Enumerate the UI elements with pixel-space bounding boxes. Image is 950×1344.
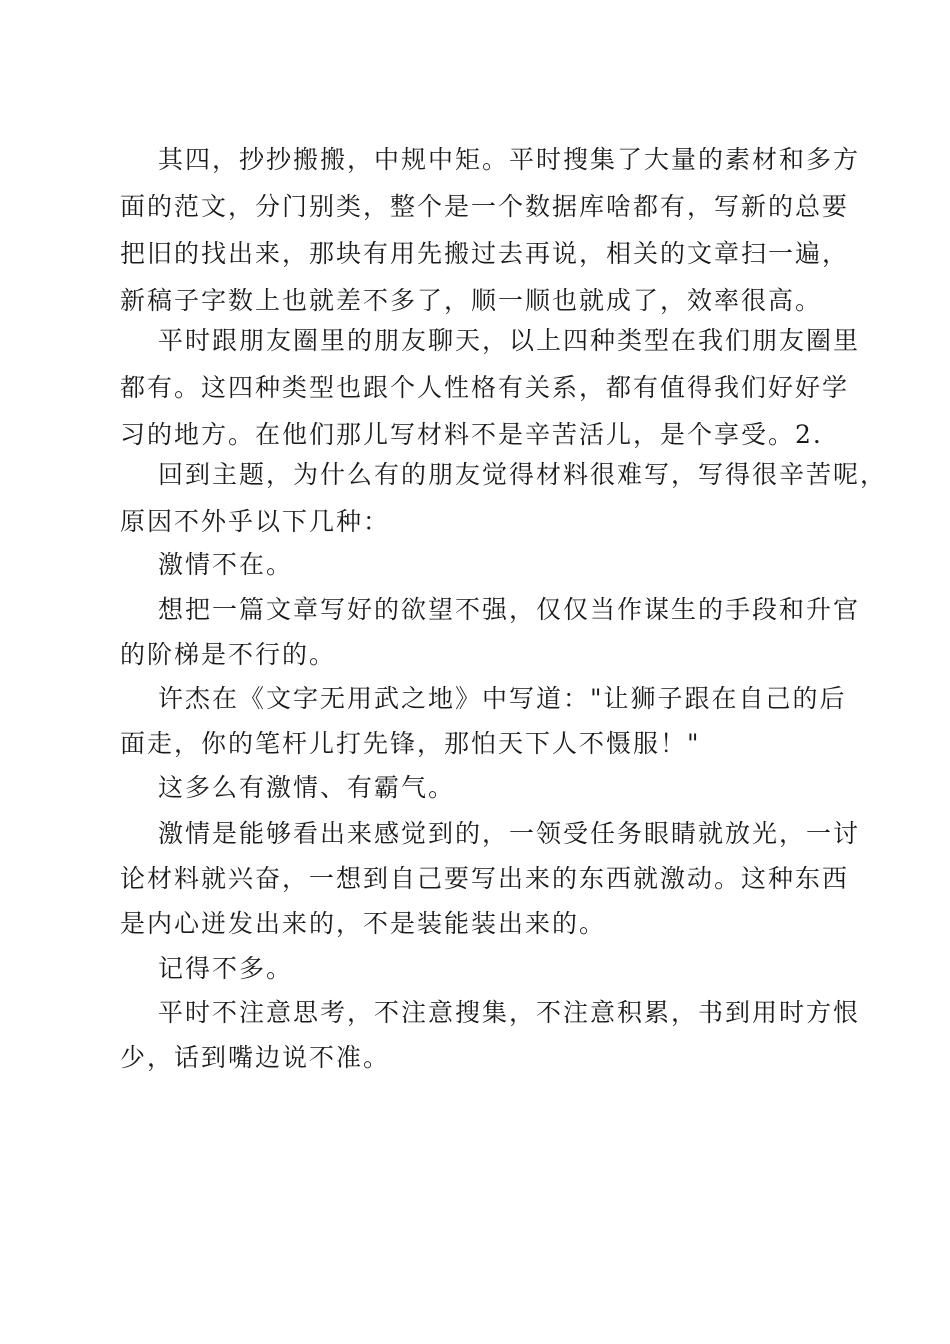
text-line: 面走，你的笔杆儿打先锋，那怕天下人不慑服！" — [120, 729, 701, 758]
text-line: 记得不多。 — [158, 954, 294, 983]
text-line: 许杰在《文字无用武之地》中写道："让狮子跟在自己的后 — [158, 684, 847, 713]
text-line: 想把一篇文章写好的欲望不强，仅仅当作谋生的手段和升官 — [158, 595, 861, 624]
text-line: 其四，抄抄搬搬，中规中矩。平时搜集了大量的素材和多方 — [158, 145, 861, 174]
text-line: 平时跟朋友圈里的朋友聊天，以上四种类型在我们朋友圈里 — [158, 326, 861, 355]
text-line: 激情不在。 — [158, 550, 294, 579]
text-line: 新稿子字数上也就差不多了，顺一顺也就成了，效率很高。 — [120, 286, 823, 315]
text-line: 习的地方。在他们那儿写材料不是辛苦活儿，是个享受。2. — [120, 420, 823, 449]
text-line: 论材料就兴奋，一想到自己要写出来的东西就激动。这种东西 — [120, 864, 850, 893]
text-line: 的阶梯是不行的。 — [120, 640, 337, 669]
text-line: 面的范文，分门别类，整个是一个数据库啥都有，写新的总要 — [120, 192, 850, 221]
text-line: 少，话到嘴边说不准。 — [120, 1043, 391, 1072]
text-line: 把旧的找出来，那块有用先搬过去再说，相关的文章扫一遍， — [120, 239, 850, 268]
text-line: 都有。这四种类型也跟个人性格有关系，都有值得我们好好学 — [120, 373, 850, 402]
text-line: 是内心迸发出来的，不是装能装出来的。 — [120, 909, 607, 938]
text-line: 平时不注意思考，不注意搜集，不注意积累，书到用时方恨 — [158, 998, 861, 1027]
text-line: 原因不外乎以下几种： — [120, 507, 391, 536]
text-line: 激情是能够看出来感觉到的，一领受任务眼睛就放光，一讨 — [158, 819, 861, 848]
text-line: 这多么有激情、有霸气。 — [158, 773, 456, 802]
text-line: 回到主题，为什么有的朋友觉得材料很难写，写得很辛苦呢， — [158, 460, 888, 489]
